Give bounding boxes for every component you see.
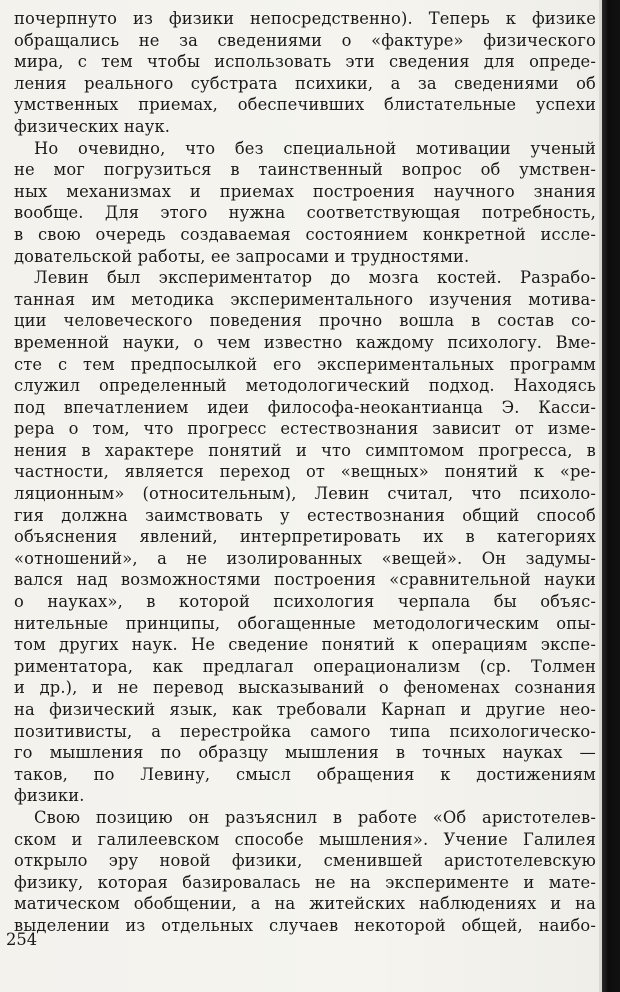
text-line: мира, с тем чтобы использовать эти сведения для опреде- [14, 52, 596, 72]
text-line: Свою позицию он разъяснил в работе «Об аристотелев- [34, 807, 596, 827]
scan-dark-edge [602, 0, 620, 992]
text-line: физики. [14, 786, 85, 806]
text-line: объяснения явлений, интерпретировать их в категориях [14, 527, 596, 547]
text-line: почерпнуто из физики непосредственно). Теперь к физике [14, 9, 596, 28]
text-line: выделении из отдельных случаев некоторой общей, наибо- [14, 915, 596, 935]
paragraph-3 [14, 267, 596, 807]
text-line: не мог погрузиться в таинственный вопрос об умствен- [14, 160, 596, 180]
text-line: вался над возможностями построения «сравнительной науки [14, 570, 596, 590]
text-line: и др.), и не перевод высказываний о феноменах сознания [14, 678, 596, 698]
text-line: риментатора, как предлагал операционализм (ср. Толмен [14, 656, 596, 676]
text-line: открыло эру новой физики, сменившей аристотелевскую [14, 851, 596, 871]
text-line: нительные принципы, обогащенные методологическим опы- [14, 613, 596, 633]
paragraph-1 [14, 8, 596, 138]
text-line: ции человеческого поведения прочно вошла в состав со- [14, 311, 596, 331]
text-line: сте с тем предпосылкой его экспериментальных программ [14, 354, 596, 374]
text-line: ском и галилеевском способе мышления». Учение Галилея [14, 829, 596, 849]
text-line: танная им методика экспериментального изучения мотива- [14, 289, 596, 309]
text-line: Левин был экспериментатор до мозга костей. Разрабо- [34, 268, 596, 288]
text-line: том других наук. Не сведение понятий к операциям экспе- [14, 635, 596, 655]
text-line: рера о том, что прогресс естествознания зависит от изме- [14, 419, 596, 439]
text-line: в свою очередь создаваемая состоянием конкретной иссле- [14, 224, 596, 244]
paragraph-2 [14, 138, 596, 268]
text-line: на физический язык, как требовали Карнап и другие нео- [14, 700, 596, 719]
text-line: ления реального субстрата психики, а за сведениями об [14, 73, 596, 93]
text-line: служил определенный методологический подход. Находясь [14, 376, 596, 396]
text-line: гия должна заимствовать у естествознания общий способ [14, 505, 596, 525]
text-line: позитивисты, а перестройка самого типа психологическо- [14, 721, 596, 741]
text-line: о науках», в которой психология черпала бы объяс- [14, 592, 596, 612]
text-line: нения в характере понятий и что симптомом прогресса, в [14, 440, 596, 460]
body-text [14, 8, 596, 937]
text-line: частности, является переход от «вещных» понятий к «ре- [14, 462, 596, 482]
text-line: ных механизмах и приемах построения научного знания [14, 181, 596, 201]
text-line: физику, которая базировалась не на эксперименте и мате- [14, 872, 596, 892]
text-line: «отношений», а не изолированных «вещей». Он задумы- [14, 548, 596, 568]
text-line: умственных приемах, обеспечивших блистательные успехи [14, 95, 596, 115]
text-line: таков, по Левину, смысл обращения к достижениям [14, 764, 596, 784]
text-line: Но очевидно, что без специальной мотивации ученый [34, 138, 596, 158]
text-line: временной науки, о чем известно каждому психологу. Вме- [14, 332, 596, 352]
text-line: го мышления по образцу мышления в точных науках — [14, 743, 596, 763]
text-line: вообще. Для этого нужна соответствующая потребность, [14, 203, 596, 223]
text-line: обращались не за сведениями о «фактуре» физического [14, 30, 596, 50]
text-line: физических наук. [14, 116, 171, 136]
text-line: ляционным» (относительным), Левин считал, что психоло- [14, 484, 596, 504]
paragraph-4 [14, 807, 596, 937]
text-line: под впечатлением идеи философа-неокантианца Э. Касси- [14, 397, 596, 417]
text-line: довательской работы, ее запросами и трудностями. [14, 246, 470, 266]
text-line: матическом обобщении, а на житейских наблюдениях и на [14, 894, 596, 914]
page-number: 254 [6, 930, 38, 949]
